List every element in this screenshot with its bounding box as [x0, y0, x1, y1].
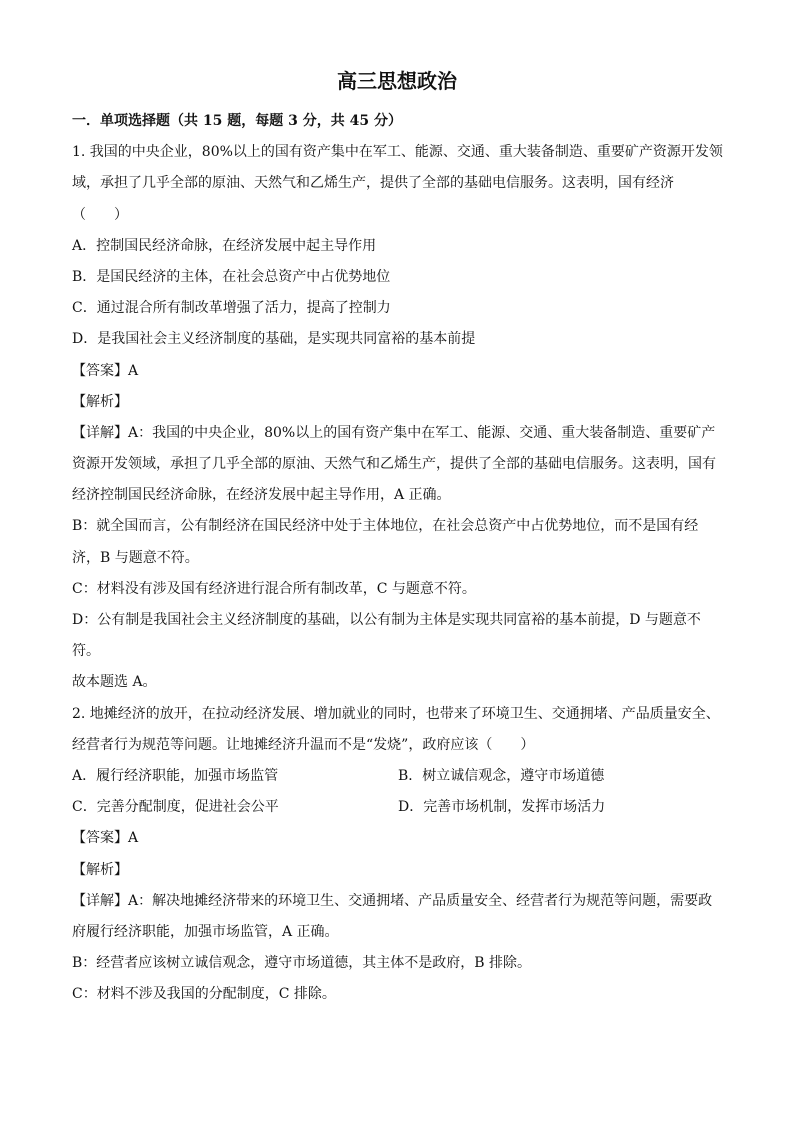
q2-answer: 【答案】A [72, 830, 139, 847]
q2-stem-line-1: 2. 地摊经济的放开，在拉动经济发展、增加就业的同时，也带来了环境卫生、交通拥堵、产品质量安全、 [72, 705, 720, 722]
q2-options-row-2 [72, 792, 732, 823]
q2-option-d: D．完善市场机制，发挥市场活力 [398, 799, 606, 816]
q2-detail-line: 【详解】A：解决地摊经济带来的环境卫生、交通拥堵、产品质量安全、经营者行为规范等问题，需要政 [72, 892, 713, 909]
q2-detail-line: B：经营者应该树立诚信观念，遵守市场道德，其主体不是政府，B 排除。 [72, 955, 532, 972]
q2-option-c: C．完善分配制度，促进社会公平 [72, 799, 279, 816]
q1-conclusion: 故本题选 A。 [72, 674, 157, 691]
q2-options-row-1 [72, 761, 732, 792]
q1-answer: 【答案】A [72, 362, 139, 379]
q1-detail-line: 【详解】A：我国的中央企业，80%以上的国有资产集中在军工、能源、交通、重大装备制造、重要矿产 [72, 424, 716, 441]
q1-stem-line-2: 域，承担了几乎全部的原油、天然气和乙烯生产，提供了全部的基础电信服务。这表明，国有经济 [72, 175, 674, 192]
q1-detail-line: B：就全国而言，公有制经济在国民经济中处于主体地位，在社会总资产中占优势地位，而不是国有经 [72, 518, 699, 535]
q2-stem-line-2: 经营者行为规范等问题。让地摊经济升温而不是“发烧”，政府应该（ ） [72, 736, 535, 753]
q1-option-c: C．通过混合所有制改革增强了活力，提高了控制力 [72, 300, 391, 317]
section-heading: 一．单项选择题（共 15 题，每题 3 分，共 45 分） [72, 113, 402, 129]
q2-analysis-label: 【解析】 [72, 861, 128, 878]
q1-blank: （ ） [72, 206, 128, 223]
q1-stem-line-1: 1. 我国的中央企业，80%以上的国有资产集中在军工、能源、交通、重大装备制造、重要矿产资源开发领 [72, 144, 723, 161]
q2-detail-line: 府履行经济职能，加强市场监管，A 正确。 [72, 923, 339, 940]
q1-option-b: B．是国民经济的主体，在社会总资产中占优势地位 [72, 268, 391, 285]
q1-detail-line: 济，B 与题意不符。 [72, 549, 199, 566]
q1-detail-line: 经济控制国民经济命脉，在经济发展中起主导作用，A 正确。 [72, 487, 451, 504]
page-title: 高三思想政治 [337, 69, 457, 93]
q1-detail-line: C：材料没有涉及国有经济进行混合所有制改革，C 与题意不符。 [72, 580, 476, 597]
q1-detail-line: 资源开发领域，承担了几乎全部的原油、天然气和乙烯生产，提供了全部的基础电信服务。这表明，国有 [72, 456, 716, 473]
q1-option-d: D．是我国社会主义经济制度的基础，是实现共同富裕的基本前提 [72, 331, 476, 348]
q1-detail-line: D：公有制是我国社会主义经济制度的基础，以公有制为主体是实现共同富裕的基本前提，D 与题意不 [72, 612, 701, 628]
q2-option-b: B．树立诚信观念，遵守市场道德 [398, 767, 605, 784]
q1-detail-line: 符。 [72, 643, 100, 660]
q2-option-a: A．履行经济职能，加强市场监管 [72, 767, 279, 784]
q1-option-a: A．控制国民经济命脉，在经济发展中起主导作用 [72, 237, 377, 254]
document-body [72, 106, 732, 1010]
q2-detail-line: C：材料不涉及我国的分配制度，C 排除。 [72, 986, 336, 1003]
q1-analysis-label: 【解析】 [72, 393, 128, 410]
